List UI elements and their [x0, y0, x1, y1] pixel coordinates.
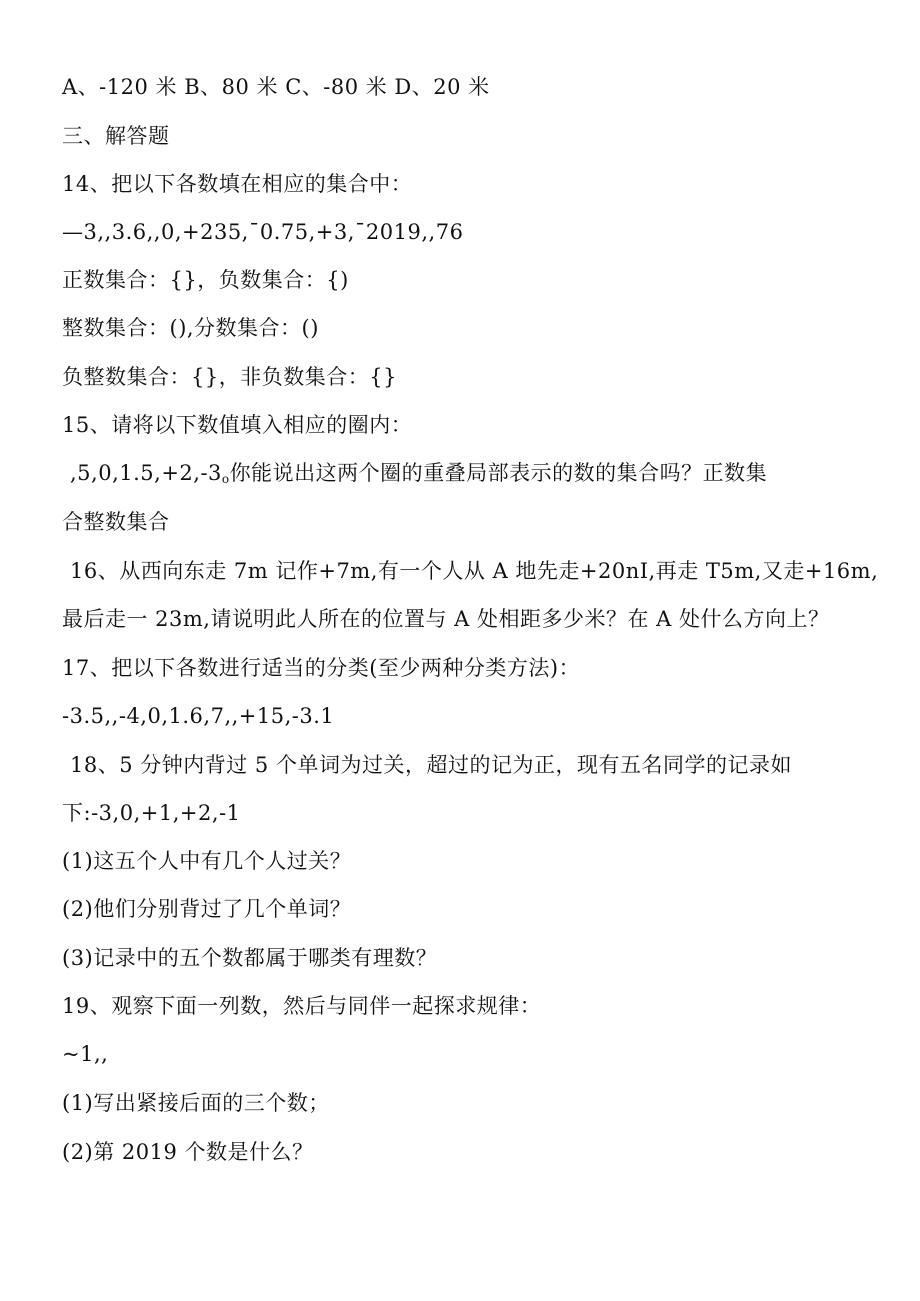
q14-integer-fraction-sets: 整数集合：(),分数集合：() — [62, 316, 319, 340]
q14-negint-nonneg-sets: 负整数集合：{}，非负数集合：{} — [62, 365, 397, 389]
q18-line1: 18、5 分钟内背过 5 个单词为过关，超过的记为正，现有五名同学的记录如 — [70, 753, 792, 777]
q15-numbers-line — [70, 458, 880, 494]
q17-numbers: -3.5,,-4,0,1.6,7,,+15,-3.1 — [62, 704, 335, 728]
q13-options: A、-120 米 B、80 米 C、-80 米 D、20 米 — [62, 75, 490, 99]
q15-continuation: 合整数集合 — [62, 510, 170, 534]
q19-sequence: ~1,, — [62, 1042, 109, 1066]
q18-part2: (2)他们分别背过了几个单词？ — [62, 897, 352, 921]
q19-part2: (2)第 2019 个数是什么？ — [62, 1140, 314, 1164]
q16-line1: 16、从西向东走 7m 记作+7m,有一个人从 A 地先走+20nI,再走 T5m,又走+16m, — [70, 559, 879, 583]
q15-prompt: 15、请将以下数值填入相应的圈内： — [62, 413, 413, 437]
q19-prompt: 19、观察下面一列数，然后与同伴一起探求规律： — [62, 994, 542, 1018]
q15-question: 你能说出这两个圈的重叠局部表示的数的集合吗？正数集 — [229, 461, 768, 485]
q16-line2: 最后走一 23m,请说明此人所在的位置与 A 处相距多少米？在 A 处什么方向上？ — [62, 607, 830, 631]
q14-numbers: —3,,3.6,,0,+235,ˉ0.75,+3,ˉ2019,,76 — [62, 220, 464, 244]
q18-line2: 下:-3,0,+1,+2,-1 — [62, 801, 241, 825]
q14-positive-negative-sets: 正数集合：{}，负数集合：{) — [62, 268, 349, 292]
q15-subscript: o — [221, 472, 230, 486]
q19-part1: (1)写出紧接后面的三个数； — [62, 1091, 330, 1115]
q17-prompt: 17、把以下各数进行适当的分类(至少两种分类方法)： — [62, 656, 581, 680]
q14-prompt: 14、把以下各数填在相应的集合中： — [62, 172, 413, 196]
q15-numbers: ,5,0,1.5,+2,-3 — [70, 461, 222, 485]
q18-part1: (1)这五个人中有几个人过关？ — [62, 849, 352, 873]
q18-part3: (3)记录中的五个数都属于哪类有理数？ — [62, 946, 438, 970]
section-heading: 三、解答题 — [62, 124, 170, 148]
